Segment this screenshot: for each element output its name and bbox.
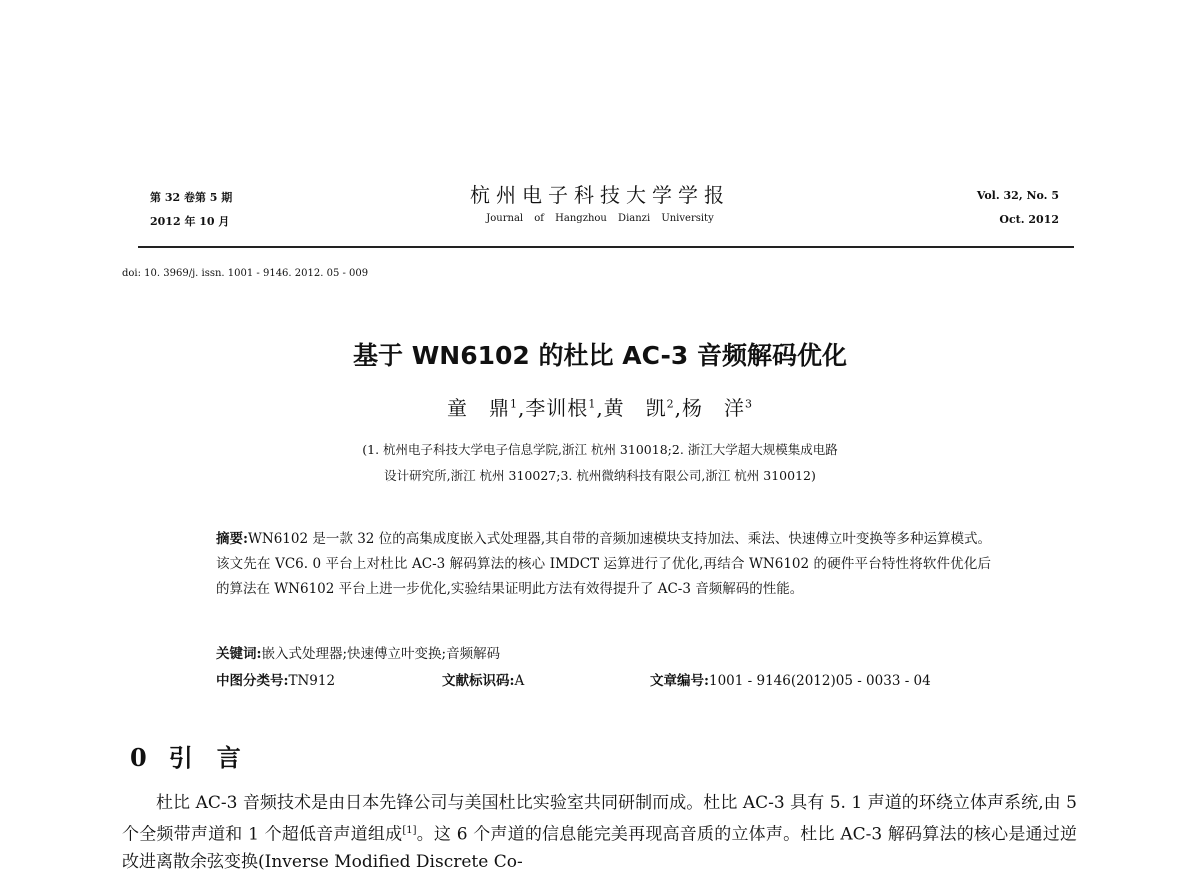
- document-code-label: 文献标识码:: [442, 673, 515, 689]
- body-text: 杜比 AC-3 音频技术是由日本先锋公司与美国杜比实验室共同研制而成。杜比 AC-3 具有 5. 1 声道的环绕立体声系统,由 5 个全频带声道和 1 个超低音声道组成: [122, 793, 1077, 845]
- document-code-value: A: [514, 673, 525, 689]
- author-separator: ,: [596, 396, 604, 420]
- issue-date-en: Oct. 2012: [999, 213, 1059, 226]
- keywords-text: 嵌入式处理器;快速傅立叶变换;音频解码: [261, 646, 501, 662]
- clc-label: 中图分类号:: [216, 673, 289, 689]
- author-separator: ,: [674, 396, 683, 420]
- author-name: 童 鼎: [446, 396, 510, 420]
- abstract: [216, 527, 991, 602]
- doi: doi: 10. 3969/j. issn. 1001 - 9146. 2012. 05 - 009: [122, 268, 369, 279]
- journal-title-en: Journal of Hangzhou Dianzi University: [486, 213, 714, 224]
- author-affiliation-mark: 3: [745, 397, 754, 411]
- affiliation-line: (1. 杭州电子科技大学电子信息学院,浙江 杭州 310018;2. 浙江大学超大规模集成电路: [362, 442, 838, 457]
- author-affiliation-mark: 2: [666, 397, 675, 411]
- header-rule: [138, 246, 1074, 248]
- abstract-text: WN6102 是一款 32 位的高集成度嵌入式处理器,其自带的音频加速模块支持加法、乘法、快速傅立叶变换等多种运算模式。该文先在 VC6. 0 平台上对杜比 AC-3 解码算法的核心 IMDCT 运算进行了优化,再结合 WN6102 的硬件平台特性将软件优化后的算法在 WN6102 平台上进一步优化,实验结果证明此方法有效得提升了 AC-3 音频解码的性能。: [216, 531, 992, 597]
- section-title: 引 言: [168, 743, 241, 772]
- author-separator: ,: [517, 396, 526, 420]
- author-name: 李训根: [525, 396, 589, 420]
- issue-date: 2012 年 10 月: [150, 215, 230, 228]
- clc-number: [216, 669, 335, 689]
- author-affiliation-mark: 1: [588, 397, 597, 411]
- body-paragraph: [122, 790, 1077, 876]
- article-number-label: 文章编号:: [650, 673, 709, 689]
- document-code: [442, 669, 524, 689]
- paper-title: 基于 WN6102 的杜比 AC-3 音频解码优化: [353, 341, 847, 370]
- body-text: 。这 6 个声道的信息能完美再现高音质的立体声。杜比 AC-3 解码算法的核心是通过逆改进离散余弦变换(Inverse Modified Discrete Co-: [122, 824, 1077, 872]
- author-list: [0, 392, 1200, 421]
- keywords-label: 关键词:: [216, 646, 262, 662]
- keywords: [216, 642, 500, 662]
- author-name: 黄 凯: [603, 396, 667, 420]
- clc-value: TN912: [288, 673, 336, 689]
- citation-ref: [1]: [402, 825, 417, 836]
- issue-number: 第 32 卷第 5 期: [150, 191, 233, 204]
- section-heading: [130, 738, 241, 773]
- journal-title-cn: 杭州电子科技大学学报: [470, 183, 730, 207]
- article-number: [650, 669, 931, 689]
- section-number: 0: [130, 743, 147, 772]
- article-number-value: 1001 - 9146(2012)05 - 0033 - 04: [708, 673, 931, 689]
- author-name: 杨 洋: [682, 396, 746, 420]
- author-affiliation-mark: 1: [509, 397, 518, 411]
- abstract-label: 摘要:: [216, 531, 249, 547]
- volume-number: Vol. 32, No. 5: [976, 189, 1059, 202]
- affiliation-line: 设计研究所,浙江 杭州 310027;3. 杭州微纳科技有限公司,浙江 杭州 310012): [384, 468, 816, 483]
